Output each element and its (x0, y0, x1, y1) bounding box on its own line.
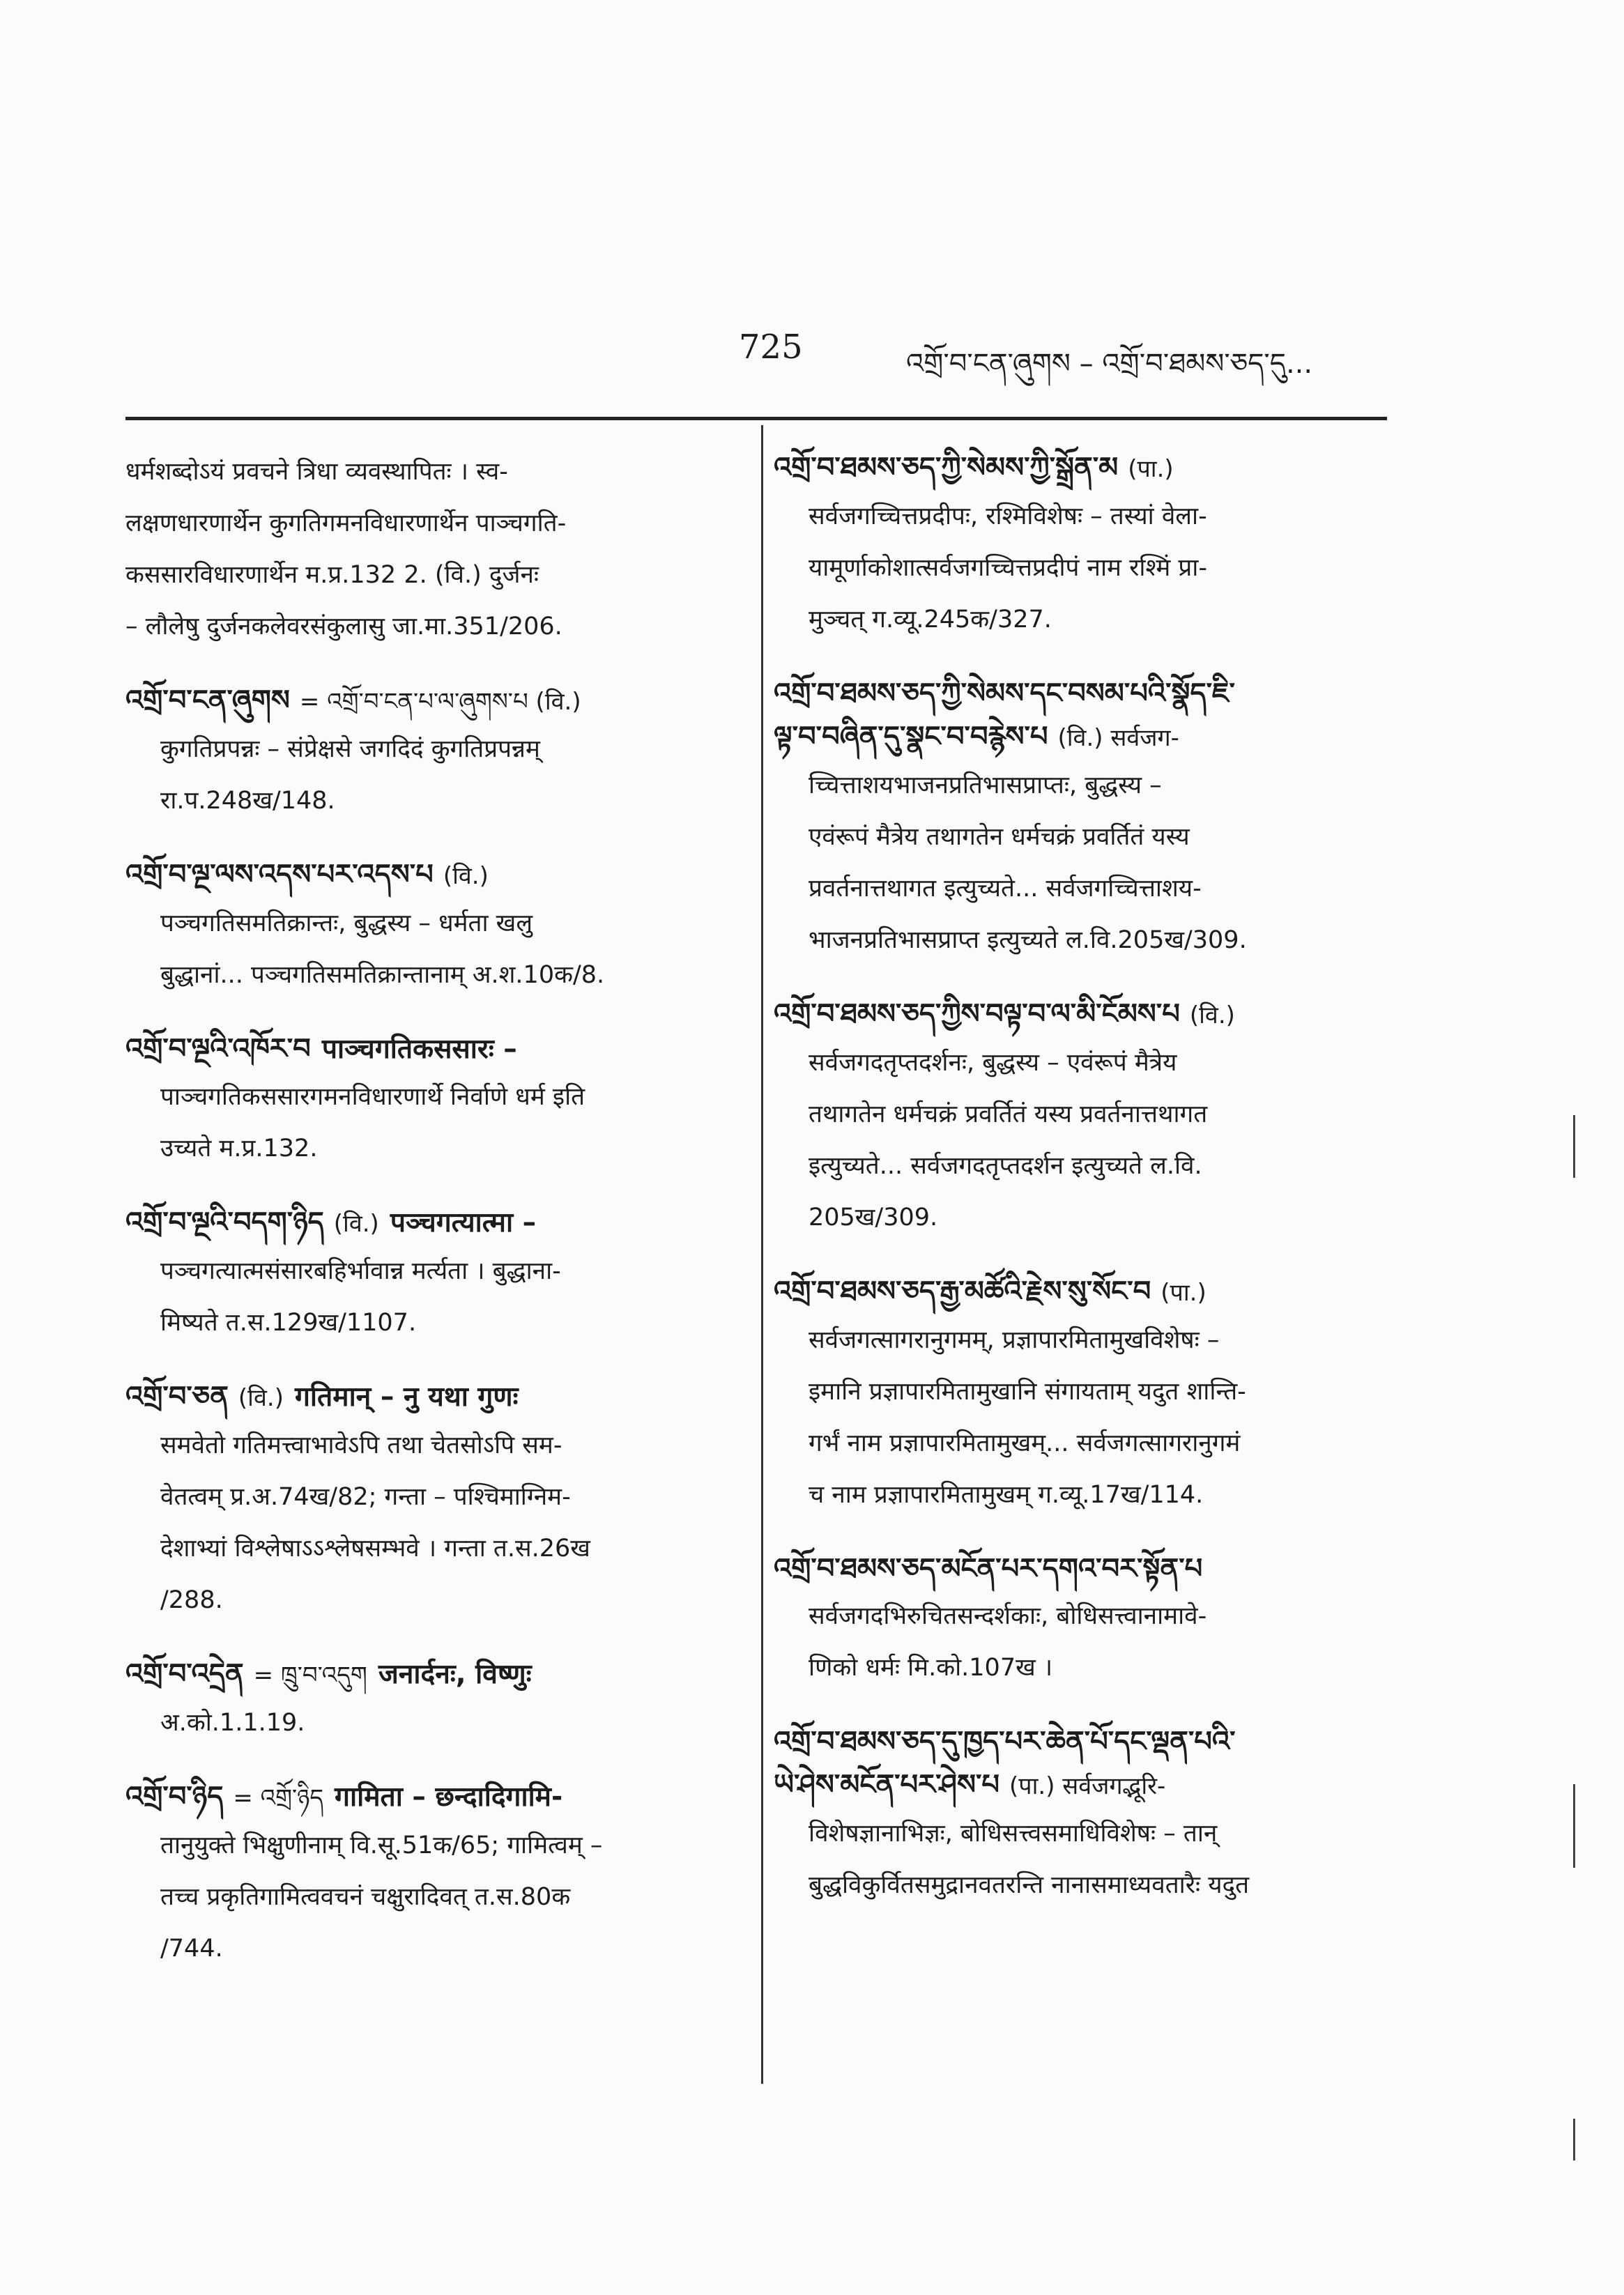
entry-text-line: मुञ्चत् ग.व्यू.245क/327. (809, 606, 1052, 634)
column-divider (761, 425, 763, 2084)
entry-headword (125, 1027, 732, 1071)
edge-mark (1573, 1784, 1575, 1868)
entry-text-line: वेतत्वम् प्र.अ.74ख/82; गन्ता – पश्चिमाग्निम- (160, 1483, 571, 1511)
entry-text-line: च्चित्ताशयभाजनप्रतिभासप्राप्तः, बुद्धस्य – (809, 772, 1162, 799)
dictionary-entry (774, 446, 1387, 645)
sanskrit-equivalent: पञ्चगत्यात्मा – (390, 1207, 537, 1238)
tibetan-term: ཡེ་ཤེས་མངོན་པར་ཤེས་པ (774, 1769, 999, 1801)
entry-text-line: पाञ्चगतिकससारगमनविधारणार्थे निर्वाणे धर्म इति (160, 1083, 585, 1111)
tibetan-term: འགྲོ་བ་ཐམས་ཅད་ཀྱི་སེམས་ཀྱི་སྒྲོན་མ (774, 452, 1119, 484)
tibetan-term: འགྲོ་བ་ལྔའི་འཁོར་བ (125, 1033, 311, 1065)
entry-text-line: तानुयुक्ते भिक्षुणीनाम् वि.सू.51क/65; गामित्वम् – (160, 1832, 603, 1859)
dictionary-entry (774, 1720, 1387, 1911)
entry-text-line: सर्वजगच्चित्तप्रदीपः, रश्मिविशेषः – तस्यां वेला- (809, 502, 1207, 530)
tibetan-term: འགྲོ་བ་ཐམས་ཅད་ཀྱི་སེམས་དང་བསམ་པའི་སྣོད་ཇི་ (774, 677, 1235, 709)
grammar-tag: = ཁྲུ་བ་འདུག (253, 1661, 367, 1689)
entry-text-line: च नाम प्रज्ञापारमितामुखम् ग.व्यू.17ख/114. (809, 1481, 1204, 1509)
tibetan-term: འགྲོ་བ་ཐམས་ཅད་རྒྱ་མཚོའི་རྗེས་སུ་སོང་བ (774, 1275, 1151, 1307)
grammar-tag: (वि.) (238, 1384, 284, 1412)
dictionary-entry (774, 672, 1387, 966)
edge-mark (1573, 1115, 1575, 1178)
dictionary-entry (125, 1375, 732, 1626)
entry-headword (125, 853, 732, 898)
entry-text-line: गर्भं नाम प्रज्ञापारमितामुखम्... सर्वजगत्सागरानुगमं (809, 1429, 1241, 1457)
left-column (125, 446, 732, 2001)
grammar-tag: (वि.) सर्वजग- (1057, 724, 1179, 752)
entry-text-line: प्रवर्तनात्तथागत इत्युच्यते... सर्वजगच्चित्ताशय- (809, 875, 1202, 903)
entry-headword-continued (774, 715, 1387, 760)
entry-text-line: मिष्यते त.स.129ख/1107. (160, 1309, 417, 1337)
entry-headword (125, 1652, 732, 1697)
entry-headword (774, 1547, 1387, 1590)
dictionary-entry (125, 679, 732, 827)
page-header (0, 328, 1624, 390)
entry-headword (774, 446, 1387, 491)
dictionary-entry (774, 1270, 1387, 1521)
grammar-tag: (पा.) सर्वजगद्भूरि- (1009, 1772, 1166, 1800)
dictionary-entry (125, 1775, 732, 1974)
entry-text-line: तथागतेन धर्मचक्रं प्रवर्तितं यस्य प्रवर्तनात्तथागत (809, 1100, 1208, 1128)
entry-text-line: बुद्धानां... पञ्चगतिसमतिक्रान्तानाम् अ.श.10क/8. (160, 961, 605, 989)
dictionary-entry (125, 1652, 732, 1749)
entry-text-line: रा.प.248ख/148. (160, 787, 335, 815)
entry-headword-continued (774, 1763, 1387, 1808)
entry-headword (125, 679, 732, 723)
tibetan-term: འགྲོ་བ་འདྲེན (125, 1658, 244, 1690)
dictionary-entry (125, 446, 732, 652)
entry-text-line: यामूर्णाकोशात्सर्वजगच्चित्तप्रदीपं नाम रश्मिं प्रा- (809, 554, 1207, 582)
entry-text-line: देशाभ्यां विश्लेषाऽऽश्लेषसम्भवे । गन्ता त.स.26ख (160, 1535, 590, 1563)
entry-text-line: – लौलेषु दुर्जनकलेवरसंकुलासु जा.मा.351/206. (125, 613, 562, 640)
entry-headword (774, 672, 1387, 715)
sanskrit-equivalent: गतिमान् – नु यथा गुणः (294, 1381, 519, 1413)
entry-text-line: धर्मशब्दोऽयं प्रवचने त्रिधा व्यवस्थापितः । स्व- (125, 458, 508, 486)
entry-text-line: सर्वजगदतृप्तदर्शनः, बुद्धस्य – एवंरूपं मैत्रेय (809, 1049, 1177, 1077)
edge-mark (1573, 2119, 1575, 2160)
entry-text-line: विशेषज्ञानाभिज्ञः, बोधिसत्त्वसमाधिविशेषः – तान् (809, 1820, 1218, 1848)
entry-text-line: णिको धर्मः मि.को.107ख । (809, 1654, 1053, 1682)
grammar-tag: (वि.) (1189, 1001, 1235, 1029)
tibetan-term: འགྲོ་བ་ཉིད (125, 1781, 224, 1813)
entry-text-line: लक्षणधारणार्थेन कुगतिगमनविधारणार्थेन पाञ्चगति- (125, 509, 567, 537)
grammar-tag: = འགྲོ་བ་ངན་པ་ལ་ཞུགས་པ (वि.) (299, 688, 581, 716)
sanskrit-equivalent: पाञ्चगतिकससारः – (321, 1034, 517, 1065)
tibetan-term: འགྲོ་བ་ལྔའི་བདག་ཉིད (125, 1206, 324, 1238)
dictionary-entry (125, 1027, 732, 1174)
tibetan-term: འགྲོ་བ་ཅན (125, 1381, 229, 1413)
entry-text-line: सर्वजगत्सागरानुगमम्, प्रज्ञापारमितामुखविशेषः – (809, 1326, 1220, 1354)
entry-text-line: बुद्धविकुर्वितसमुद्रानवतरन्ति नानासमाध्यवतारैः यदुत (809, 1871, 1250, 1899)
dictionary-entry (774, 1547, 1387, 1694)
tibetan-term: འགྲོ་བ་ཐམས་ཅད་དུ་ཁྱད་པར་ཆེན་པོ་དང་ལྡན་པའི་ (774, 1726, 1236, 1758)
grammar-tag: (वि.) (333, 1210, 379, 1238)
entry-text-line: 205ख/309. (809, 1204, 938, 1231)
entry-text-line: तच्च प्रकृतिगामित्ववचनं चक्षुरादिवत् त.स.80क (160, 1883, 571, 1911)
entry-headword (774, 1720, 1387, 1763)
entry-text-line: समवेतो गतिमत्त्वाभावेऽपि तथा चेतसोऽपि सम- (160, 1432, 562, 1459)
dictionary-entry (774, 992, 1387, 1243)
entry-text-line: /744. (160, 1935, 223, 1963)
entry-text-line: सर्वजगदभिरुचितसन्दर्शकाः, बोधिसत्त्वानामावे- (809, 1602, 1207, 1630)
entry-text-line: इत्युच्यते... सर्वजगदतृप्तदर्शन इत्युच्यते ल.वि. (809, 1152, 1202, 1180)
entry-text-line: अ.को.1.1.19. (160, 1709, 305, 1737)
entry-text-line: एवंरूपं मैत्रेय तथागतेन धर्मचक्रं प्रवर्तितं यस्य (809, 823, 1190, 851)
page-number: 725 (739, 328, 803, 367)
entry-text-line: पञ्चगतिसमतिक्रान्तः, बुद्धस्य – धर्मता खलु (160, 909, 533, 937)
header-rule (125, 417, 1387, 420)
running-head: འགྲོ་བ་ངན་ཞུགས – འགྲོ་བ་ཐམས་ཅད་དུ... (906, 348, 1313, 380)
grammar-tag: (वि.) (443, 862, 489, 890)
entry-text-line: भाजनप्रतिभासप्राप्त इत्युच्यते ल.वि.205ख/309. (809, 926, 1247, 954)
dictionary-entry (125, 1201, 732, 1349)
tibetan-term: འགྲོ་བ་ལྔ་ལས་འདས་པར་འདས་པ (125, 859, 434, 891)
dictionary-entry (125, 853, 732, 1001)
sanskrit-equivalent: जनार्दनः, विष्णुः (378, 1659, 532, 1690)
entry-headword (125, 1375, 732, 1420)
entry-headword (774, 1270, 1387, 1314)
grammar-tag: (पा.) (1160, 1279, 1206, 1307)
tibetan-term: འགྲོ་བ་ཐམས་ཅད་མངོན་པར་དགའ་བར་སྟོན་པ (774, 1553, 1203, 1585)
entry-text-line: कुगतिप्रपन्नः – संप्रेक्षसे जगदिदं कुगतिप्रपन्नम् (160, 735, 540, 763)
sanskrit-equivalent: गामिता – छन्दादिगामि- (335, 1781, 563, 1813)
grammar-tag: (पा.) (1128, 455, 1174, 483)
entry-text-line: पञ्चगत्यात्मसंसारबहिर्भावान्न मर्त्यता । बुद्धाना- (160, 1257, 561, 1285)
entry-text-line: उच्यते म.प्र.132. (160, 1135, 318, 1162)
entry-headword (125, 1775, 732, 1820)
entry-headword (774, 992, 1387, 1037)
grammar-tag: = འགྲོ་ཉིད (233, 1784, 324, 1812)
tibetan-term: འགྲོ་བ་ངན་ཞུགས (125, 684, 290, 716)
entry-text-line: कससारविधारणार्थेन म.प्र.132 2. (वि.) दुर्जनः (125, 561, 539, 589)
right-column (774, 446, 1387, 1937)
entry-text-line: इमानि प्रज्ञापारमितामुखानि संगायताम् यदुत शान्ति- (809, 1378, 1246, 1406)
tibetan-term: ལྟ་བ་བཞིན་དུ་སྣང་བ་བརྙེས་པ (774, 721, 1048, 753)
entry-headword (125, 1201, 732, 1245)
entry-text-line: /288. (160, 1586, 223, 1614)
tibetan-term: འགྲོ་བ་ཐམས་ཅད་ཀྱིས་བལྟ་བ་ལ་མི་ངོམས་པ (774, 998, 1180, 1030)
